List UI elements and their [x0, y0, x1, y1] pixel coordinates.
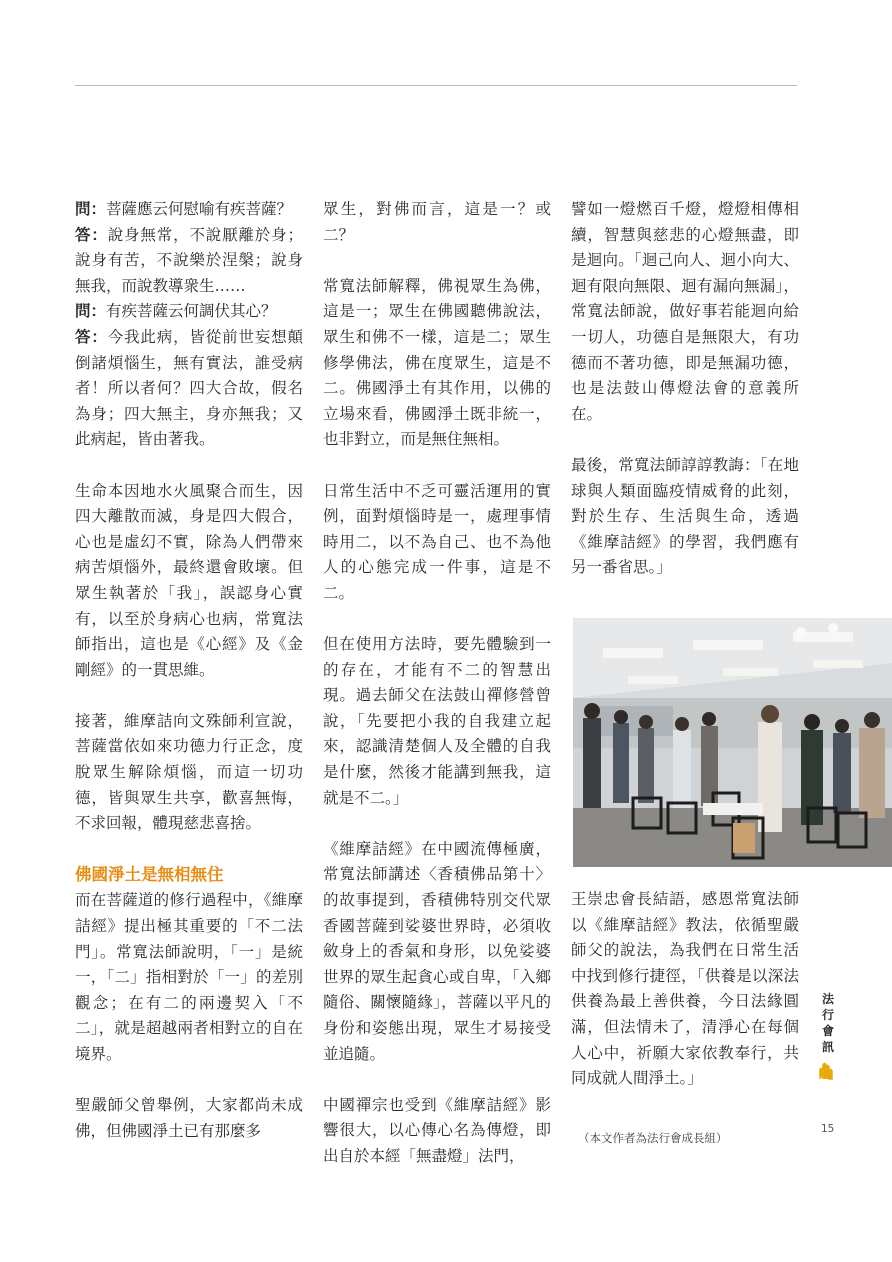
question-text: 菩薩應云何慰喻有疾菩薩？ — [106, 200, 293, 218]
paragraph: 而在菩薩道的修行過程中，《維摩詰經》提出極其重要的「不二法門」。常寬法師說明，「一」是統一，「二」指相對於「一」的差別觀念；在有二的兩邊契入「不二」，就是超越兩者相對立的自在境界。 — [75, 891, 303, 1063]
question-label: 問： — [75, 200, 107, 218]
column-3-continued — [571, 887, 799, 1092]
answer-text: 今我此病，皆從前世妄想顛倒諸煩惱生，無有實法，誰受病者！所以者何？四大合故，假名為身；四大無主，身亦無我；又此病起，皆由著我。 — [75, 327, 303, 449]
answer-label: 答： — [75, 327, 108, 346]
svg-text:訊: 訊 — [821, 1040, 835, 1054]
answer-text: 說身無常，不說厭離於身；說身有苦，不說樂於涅槃；說身無我，而說教導衆生…… — [75, 225, 303, 295]
top-rule — [75, 85, 797, 86]
svg-text:行: 行 — [821, 1008, 835, 1022]
question-label: 問： — [75, 302, 107, 321]
section-heading: 佛國淨土是無相無住 — [75, 865, 224, 885]
paragraph: 日常生活中不乏可靈活運用的實例，面對煩惱時是一，處理事情時用二，以不為自己、也不為他人的心態完成一件事，這是不二。 — [323, 481, 551, 602]
assembly-photo-illustration — [573, 618, 892, 867]
paragraph: 譬如一燈燃百千燈，燈燈相傳相續，智慧與慈悲的心燈無盡，即是迴向。「迴己向人、迴小向大、迴有限向無限、迴有漏向無漏」，常寬法師說，做好事若能迴向給一切人，功德自是無限大，有功德而不著功德，即是無漏功德，也是法鼓山傳燈法會的意義所在。 — [571, 200, 799, 423]
question-2 — [75, 299, 303, 325]
paragraph: 中國禪宗也受到《維摩詰經》影響很大，以心傳心名為傳燈，即出自於本經「無盡燈」法門， — [323, 1095, 551, 1165]
event-photo — [573, 618, 892, 867]
hands-icon — [818, 1062, 834, 1080]
answer-2 — [75, 325, 303, 453]
question-1 — [75, 197, 303, 223]
paragraph: 《維摩詰經》在中國流傳極廣，常寬法師講述〈香積佛品第十〉的故事提到，香積佛特別交代眾香國菩薩到娑婆世界時，必須收斂身上的香氣和身形，以免娑婆世界的眾生起貪心或自卑，「入鄉隨俗、關懷隨緣」，菩薩以平凡的身份和姿態出現，眾生才易接受並追隨。 — [323, 839, 551, 1063]
paragraph: 接著，維摩詰向文殊師利宣說，菩薩當依如來功德力行正念，度脫眾生解除煩惱，而這一切功德，皆與眾生共享，歡喜無悔，不求回報，體現慈悲喜捨。 — [75, 711, 303, 833]
answer-label: 答： — [75, 225, 108, 244]
paragraph: 聖嚴師父曾舉例，大家都尚未成佛，但佛國淨土已有那麼多 — [75, 1096, 303, 1140]
column-3 — [571, 197, 799, 607]
paragraph: 但在使用方法時，要先體驗到一的存在，才能有不二的智慧出現。過去師父在法鼓山禪修營曾說，「先要把小我的自我建立起來，認識清楚個人及全體的自我是什麼，然後才能講到無我，這就是不二。」 — [323, 635, 551, 807]
calligraphy-logo-icon — [818, 990, 838, 1054]
svg-text:法: 法 — [821, 992, 835, 1006]
paragraph: 王崇忠會長結語，感恩常寬法師以《維摩詰經》教法，依循聖嚴師父的說法，為我們在日常生活中找到修行捷徑，「供養是以深法供養為最上善供養，今日法緣圓滿，但法情未了，清淨心在每個人心中，祈願大家依教奉行，共同成就人間淨土。」 — [571, 890, 799, 1088]
paragraph: 生命本因地水火風聚合而生，因四大離散而滅，身是四大假合，心也是虛幻不實，除為人們帶來病苦煩惱外，最終還會敗壞。但眾生執著於「我」，誤認身心實有，以至於身病心也病，常寬法師指出，這也是《心經》及《金剛經》的一貫思維。 — [75, 481, 303, 679]
page-number: 15 — [821, 1123, 835, 1135]
magazine-logo — [818, 990, 838, 1058]
answer-1 — [75, 223, 303, 300]
paragraph: 最後，常寬法師諄諄教誨：「在地球與人類面臨疫情威脅的此刻，對於生存、生活與生命，透過《維摩詰經》的學習，我們應有另一番省思。」 — [571, 455, 799, 577]
column-2 — [323, 197, 551, 1170]
paragraph: 常寬法師解釋，佛視眾生為佛，這是一；眾生在佛國聽佛說法，眾生和佛不一樣，這是二；眾生修學佛法，佛在度眾生，這是不二。佛國淨土有其作用，以佛的立場來看，佛國淨土既非統一，也非對立，而是無住無相。 — [323, 276, 551, 449]
paragraph: 眾生，對佛而言，這是一？或二？ — [323, 200, 551, 244]
question-text: 有疾菩薩云何調伏其心？ — [106, 302, 277, 321]
svg-text:會: 會 — [821, 1024, 835, 1038]
author-note: （本文作者為法行會成長組） — [578, 1131, 728, 1145]
column-1 — [75, 197, 303, 1144]
